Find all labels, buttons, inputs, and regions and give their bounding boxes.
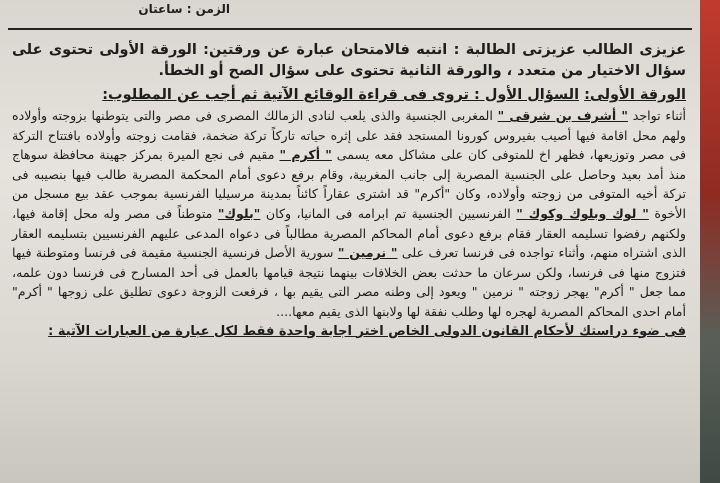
question-heading	[12, 84, 686, 106]
exam-time-label: الزمن : ساعتان	[138, 2, 230, 16]
name-ashraf: " أشرف بن شرقى "	[497, 108, 628, 123]
name-nermin: " نرمين "	[337, 245, 398, 261]
passage-part-2: المغربى الجنسية والذى يلعب لنادى الزمالك المصرى فى مصر والتى يتوطنها بزوجته وأولاده ولهم محل اقامة فيها أصيب بفيروس كورونا المستجد فقد على إثره حياته تاركاً تركة ضخمة، فقامت زوجته وأولاده بافتتاح التركة فى مصر وتوزيعها، فظهر اخ للمتوفى كان على مشاكل معه يسمى	[12, 108, 686, 163]
passage-part-6: سورية الأصل فرنسية الجنسية مقيمة فى فرنسا ومتوطنة فيها فتزوج منها فى فرنسا، ولكن سرعان ما حدثت بعض الخلافات بينهما نتيجة قيامها بالعمل فى أحد المسارح فى فرنسا دون علمه، مما جعل " أكرم" يهجر زوجته " نرمين " ويعود إلى وطنه مصر التى يقيم بها ، فرفعت الزوجة دعوى تطليق على زوجها " أكرم" أمام احدى المحاكم المصرية لهجره لها وطلب نفقة لها ولابنها الذى يقيم معها....	[12, 245, 686, 319]
exam-body	[12, 40, 686, 341]
passage-part-4: الفرنسيين الجنسية تم ابرامه فى المانيا، وكان	[265, 205, 511, 221]
question-title: السؤال الأول : تروى فى قراءة الوقائع الآتية ثم أجب عن المطلوب:	[102, 87, 580, 103]
paper-label: الورقة الأولى:	[584, 87, 686, 103]
name-lok-blok-kok: " لوك وبلوك وكوك "	[516, 205, 649, 221]
background-edge	[700, 0, 720, 483]
header-divider	[8, 28, 692, 30]
passage-part-1: أثناء تواجد	[632, 108, 686, 123]
name-akram: " أكرم "	[279, 147, 332, 163]
passage-part-3: مقيم فى نجع الميرة بمركز جهينة محافظة سوهاج منذ أمد بعيد وحاصل على الجنسية المصرية إلى جانب المغربية، وقام برفع دعوى أمام المحكمة المصرية طالب فيها بنصيبه فى تركة أخيه المتوفى من زوجته وأولاده، وكان "أكرم" قد اشترى عقاراً كائناً بمدينة مرسيليا الفرنسية بموجب عقد بيع مسجل من الأخوة	[12, 147, 686, 221]
case-facts-passage	[12, 106, 686, 322]
name-blok: "بلوك"	[217, 205, 261, 221]
answer-instruction: فى ضوء دراستك لأحكام القانون الدولى الخاص اختر اجابة واحدة فقط لكل عبارة من العبارات الآتية :	[48, 323, 686, 339]
student-instructions: عزيزى الطالب عزيزتى الطالبة : انتبه فالامتحان عبارة عن ورقتين: الورقة الأولى تحتوى على سؤال الاختيار من متعدد ، والورقة الثانية تحتوى على سؤال الصح أو الخطأ.	[12, 42, 686, 79]
passage-part-5: متوطناً فى مصر وله محل إقامة فيها، ولكنهم رفضوا تسليمه العقار فقام برفع دعوى أمام المحاكم المصرية مطالباً فى دعواه المدعى عليهم الفرنسيين بتسليمه العقار الذى اشتراه منهم، وأثناء تواجده فى فرنسا تعرف على	[12, 205, 686, 261]
